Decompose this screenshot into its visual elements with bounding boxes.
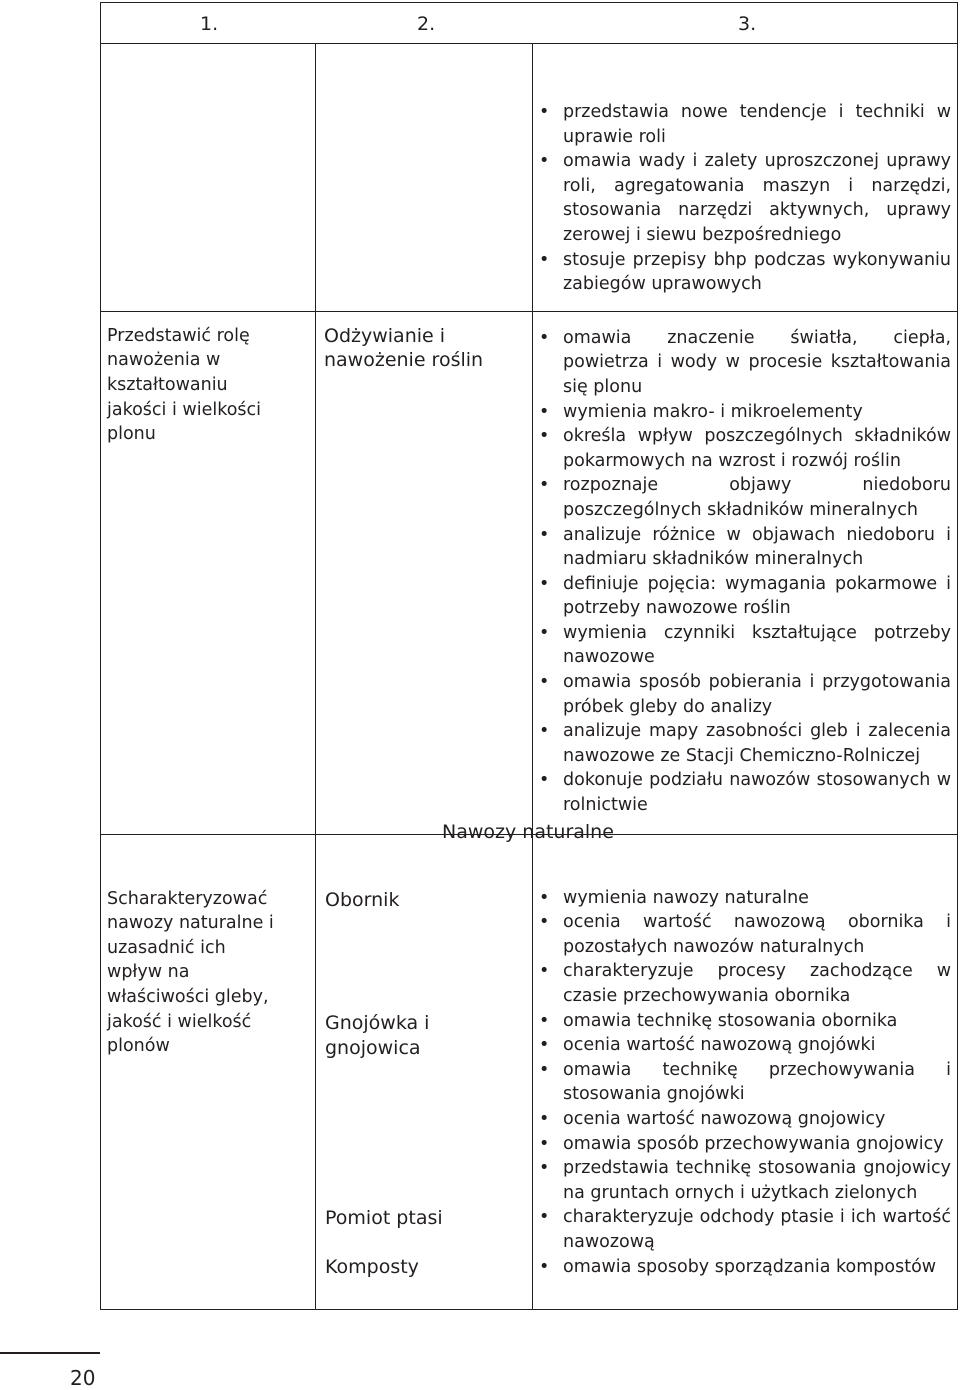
topic-label: Gnojówka i gnojowica <box>325 1012 430 1059</box>
topics-cell <box>316 44 533 312</box>
list-item: • ocenia wartość nawozową gnojowicy <box>563 1107 957 1132</box>
list-item: • omawia sposób pobierania i przygotowania próbek gleby do analizy <box>563 670 957 719</box>
list-item: • omawia technikę przechowywania i stosowania gnojówki <box>563 1058 957 1107</box>
list-item: • wymienia makro- i mikroelementy <box>563 400 957 425</box>
list-item: • omawia wady i zalety uproszczonej uprawy roli, agregatowania maszyn i narzędzi, stosowania narzędzi aktywnych, uprawy zerowej i siewu bezpośredniego <box>563 149 957 247</box>
objective-cell <box>101 311 316 834</box>
list-item: • analizuje różnice w objawach niedoboru i nadmiaru składników mineralnych <box>563 523 957 572</box>
topic-label: Obornik <box>325 889 400 911</box>
topic-label: Odżywianie i nawożenie roślin <box>324 324 484 372</box>
outcomes-cell <box>533 834 958 1310</box>
header-row <box>101 3 958 44</box>
list-item: • charakteryzuje odchody ptasie i ich wartość nawozową <box>563 1205 957 1254</box>
outcomes-cell <box>533 44 958 312</box>
list-item: • dokonuje podziału nawozów stosowanych w rolnictwie <box>563 768 957 817</box>
table-row <box>101 834 958 1310</box>
section-title: Nawozy naturalne <box>442 821 614 843</box>
list-item: • przedstawia nowe tendencje i techniki w uprawie roli <box>563 100 957 149</box>
objective-cell <box>101 834 316 1310</box>
curriculum-table <box>100 2 958 1310</box>
list-item: • omawia sposoby sporządzania kompostów <box>563 1255 957 1280</box>
list-item: • stosuje przepisy bhp podczas wykonywaniu zabiegów uprawowych <box>563 248 957 297</box>
list-item: • omawia technikę stosowania obornika <box>563 1009 957 1034</box>
topic-label: Pomiot ptasi <box>325 1207 443 1229</box>
outcomes-list <box>533 44 957 311</box>
list-item: • wymienia czynniki kształtujące potrzeby nawozowe <box>563 621 957 670</box>
objective-cell <box>101 44 316 312</box>
page-number: 20 <box>70 1366 96 1390</box>
list-item: • ocenia wartość nawozową obornika i pozostałych nawozów naturalnych <box>563 910 957 959</box>
list-item: • definiuje pojęcia: wymagania pokarmowe i potrzeby nawozowe roślin <box>563 572 957 621</box>
topic-label: Komposty <box>325 1256 419 1278</box>
column-number-3: 3. <box>738 13 757 35</box>
list-item: • rozpoznaje objawy niedoboru poszczególnych składników mineralnych <box>563 473 957 522</box>
objective-text: Scharakteryzować nawozy naturalne i uzasadnić ich wpływ na właściwości gleby, jakość i wielkość plonów <box>107 888 274 1057</box>
list-item: • określa wpływ poszczególnych składników pokarmowych na wzrost i rozwój roślin <box>563 424 957 473</box>
column-number-2: 2. <box>417 13 436 35</box>
list-item: • charakteryzuje procesy zachodzące w czasie przechowywania obornika <box>563 959 957 1008</box>
list-item: • ocenia wartość nawozową gnojówki <box>563 1033 957 1058</box>
list-item: • analizuje mapy zasobności gleb i zalecenia nawozowe ze Stacji Chemiczno-Rolniczej <box>563 719 957 768</box>
list-item: • wymienia nawozy naturalne <box>563 886 957 911</box>
outcomes-list <box>533 835 957 1310</box>
objective-text: Przedstawić rolę nawożenia w kształtowaniu jakości i wielkości plonu <box>107 325 262 445</box>
column-number-1: 1. <box>200 13 219 35</box>
table-row <box>101 311 958 834</box>
topics-cell <box>316 311 533 834</box>
list-item: • omawia sposób przechowywania gnojowicy <box>563 1132 957 1157</box>
footer-rule <box>0 1352 100 1354</box>
header-cell <box>101 3 958 44</box>
list-item: • omawia znaczenie światła, ciepła, powietrza i wody w procesie kształtowania się plonu <box>563 326 957 400</box>
outcomes-list <box>533 312 957 834</box>
list-item: • przedstawia technikę stosowania gnojowicy na gruntach ornych i użytkach zielonych <box>563 1156 957 1205</box>
table-row <box>101 44 958 312</box>
outcomes-cell <box>533 311 958 834</box>
